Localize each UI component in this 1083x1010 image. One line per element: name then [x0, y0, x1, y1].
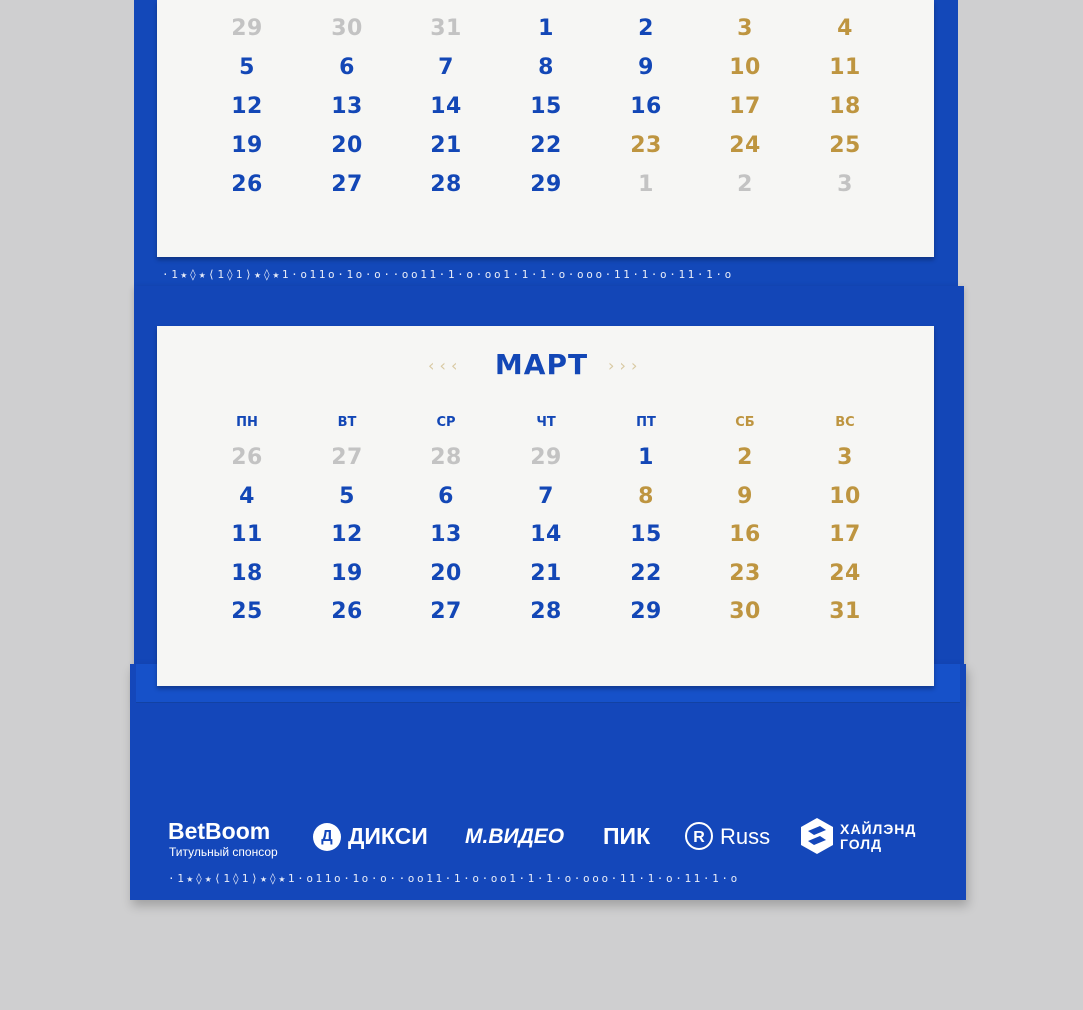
march-date-cell: 27 [331, 445, 363, 470]
february-date-cell: 13 [331, 94, 363, 119]
march-date-cell: 4 [239, 483, 255, 509]
february-date-cell: 21 [430, 133, 462, 158]
weekday-label: СБ [735, 415, 755, 430]
march-date-cell: 26 [331, 599, 363, 624]
sponsor-dixy-logo: ДИКСИ [348, 823, 428, 849]
march-date-cell: 19 [331, 560, 363, 586]
february-date-cell: 10 [729, 55, 761, 80]
february-date-cell: 31 [430, 16, 462, 41]
calendar-board-bottom [130, 664, 966, 900]
binary-strip-top: ·1★◊★⟨1◊1⟩★◊★1·o11o·1o·o··oo11·1·o·oo1·1·1·o·ooo·11·1·o·11·1·o [162, 268, 734, 281]
march-date-cell: 10 [829, 483, 861, 509]
month-title: МАРТ [494, 348, 589, 381]
february-date-cell: 4 [837, 16, 853, 41]
march-date-cell: 1 [638, 445, 654, 470]
february-date-cell: 27 [331, 172, 363, 197]
march-date-cell: 5 [339, 483, 355, 509]
highland-gold-line2: ГОЛД [840, 836, 883, 852]
sponsor-russ-logo: Russ [720, 824, 771, 849]
weekday-label: ВТ [337, 415, 357, 430]
weekday-label: ВС [835, 415, 855, 430]
march-date-cell: 3 [837, 445, 853, 470]
march-date-cell: 29 [630, 599, 662, 624]
ornament-right-icon: › › › [608, 356, 638, 375]
march-date-cell: 31 [829, 599, 861, 624]
march-date-cell: 12 [331, 522, 363, 547]
dixy-badge-icon: Д [313, 823, 341, 851]
march-date-cell: 22 [630, 560, 662, 586]
march-date-cell: 27 [430, 599, 462, 624]
march-date-cell: 28 [530, 599, 562, 624]
march-date-cell: 18 [231, 560, 263, 586]
march-date-cell: 24 [829, 560, 861, 586]
february-date-cell: 22 [530, 133, 562, 158]
february-date-cell: 12 [231, 94, 263, 119]
march-date-cell: 13 [430, 522, 462, 547]
february-date-cell: 3 [837, 172, 853, 197]
february-date-cell: 28 [430, 172, 462, 197]
march-date-cell: 7 [538, 483, 554, 509]
march-date-cell: 28 [430, 445, 462, 470]
february-date-cell: 29 [231, 16, 263, 41]
february-date-cell: 9 [638, 55, 654, 80]
february-date-cell: 30 [331, 16, 363, 41]
february-date-cell: 14 [430, 94, 462, 119]
march-date-cell: 23 [729, 560, 761, 586]
february-date-cell: 2 [638, 16, 654, 41]
february-date-cell: 1 [638, 172, 654, 197]
february-date-cell: 20 [331, 133, 363, 158]
february-date-cell: 19 [231, 133, 263, 158]
february-date-cell: 16 [630, 94, 662, 119]
weekday-label: СР [436, 415, 456, 430]
march-date-cell: 8 [638, 483, 654, 509]
february-date-cell: 29 [530, 172, 562, 197]
sponsor-pik-logo: ПИК [603, 823, 651, 849]
february-date-cell: 1 [538, 16, 554, 41]
february-date-cell: 18 [829, 94, 861, 119]
february-date-cell: 25 [829, 133, 861, 158]
march-date-cell: 17 [829, 522, 861, 547]
february-date-cell: 17 [729, 94, 761, 119]
march-date-cell: 6 [438, 483, 454, 509]
february-date-cell: 2 [737, 172, 753, 197]
highland-gold-line1: ХАЙЛЭНД [840, 821, 917, 837]
march-date-cell: 25 [231, 599, 263, 624]
sponsor-mvideo-logo: М.ВИДЕО [465, 825, 565, 848]
february-date-cell: 24 [729, 133, 761, 158]
march-date-cell: 2 [737, 445, 753, 470]
february-date-cell: 8 [538, 55, 554, 80]
march-date-cell: 16 [729, 522, 761, 547]
march-date-cell: 26 [231, 445, 263, 470]
highland-gold-hexagon-icon [800, 817, 834, 855]
february-date-cell: 23 [630, 133, 662, 158]
march-date-cell: 11 [231, 522, 263, 547]
february-date-cell: 11 [829, 55, 861, 80]
sponsor-betboom-logo: BetBoom [168, 818, 271, 844]
february-date-cell: 6 [339, 55, 355, 80]
march-date-cell: 21 [530, 560, 562, 586]
february-date-cell: 15 [530, 94, 562, 119]
russ-circle-icon: R [685, 822, 713, 850]
february-date-cell: 3 [737, 16, 753, 41]
march-date-cell: 30 [729, 599, 761, 624]
weekday-label: ПТ [636, 415, 656, 430]
ornament-left-icon: ‹ ‹ ‹ [428, 356, 458, 375]
march-date-cell: 15 [630, 522, 662, 547]
march-date-cell: 20 [430, 560, 462, 586]
sponsor-caption: Титульный спонсор [169, 845, 278, 859]
weekday-label: ЧТ [536, 415, 556, 430]
binary-strip-bottom: ·1★◊★⟨1◊1⟩★◊★1·o11o·1o·o··oo11·1·o·oo1·1·1·o·ooo·11·1·o·11·1·o [168, 872, 740, 885]
february-date-cell: 26 [231, 172, 263, 197]
march-date-cell: 9 [737, 483, 753, 509]
march-date-cell: 29 [530, 445, 562, 470]
march-date-cell: 14 [530, 522, 562, 547]
weekday-label: ПН [236, 415, 258, 430]
february-date-cell: 5 [239, 55, 255, 80]
sponsor-highland-gold-logo [840, 822, 916, 852]
february-date-cell: 7 [438, 55, 454, 80]
